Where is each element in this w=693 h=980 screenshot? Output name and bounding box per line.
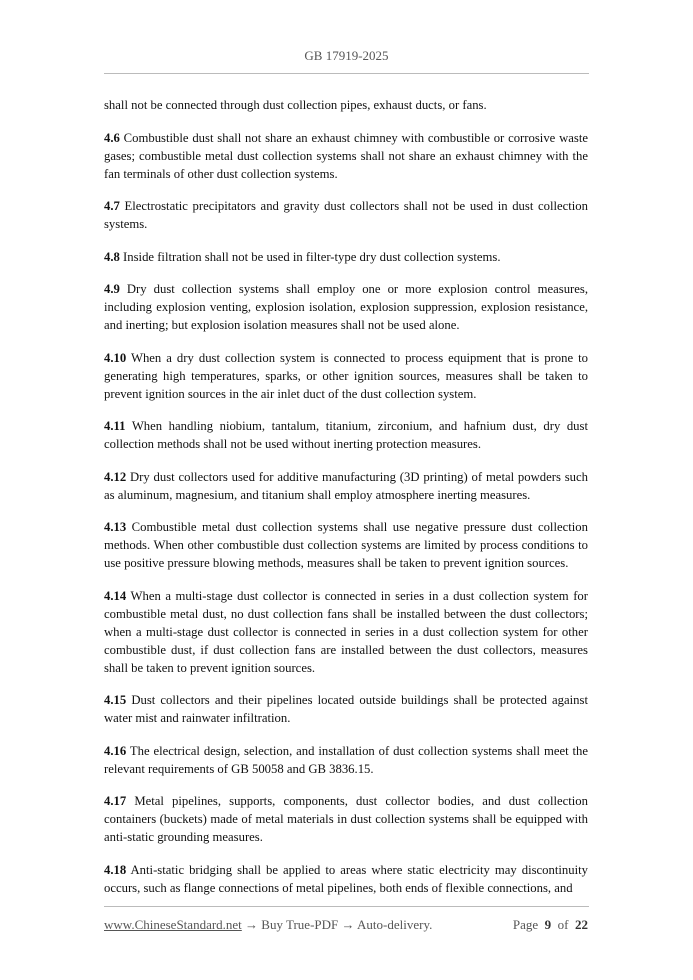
- clause-text: When a dry dust collection system is connected to process equipment that is prone to generating high temperatures, sparks, or other ignition sources, measures shall be taken to prevent ignition sources in the air inlet duct of the dust collection system.: [104, 350, 588, 401]
- footer-promo: [104, 917, 432, 933]
- clause-number: 4.11: [104, 419, 126, 433]
- clause-paragraph: [104, 248, 588, 266]
- clause-text: The electrical design, selection, and installation of dust collection systems shall meet the relevant requirements of GB 50058 and GB 3836.15.: [104, 743, 588, 776]
- footer-divider: [104, 906, 589, 907]
- clause-number: 4.8: [104, 249, 120, 264]
- clause-paragraph: [104, 587, 588, 677]
- website-link[interactable]: www.ChineseStandard.net: [104, 917, 242, 932]
- clause-number: 4.15: [104, 693, 127, 707]
- clause-paragraph: [104, 518, 588, 572]
- clause-number: 4.17: [104, 794, 127, 808]
- clause-number: 4.6: [104, 130, 120, 145]
- header-divider: [104, 73, 589, 74]
- clause-text: Dry dust collection systems shall employ one or more explosion control measures, including explosion venting, explosion isolation, explosion suppression, explosion resistance, and inerting; but explosion isolation measures shall not be used alone.: [104, 282, 588, 332]
- clause-number: 4.12: [104, 469, 127, 484]
- clause-number: 4.13: [104, 520, 127, 534]
- clause-text: When handling niobium, tantalum, titanium, zirconium, and hafnium dust, dry dust collection methods shall not be used without inerting protection measures.: [104, 419, 588, 451]
- page-footer: [104, 917, 588, 933]
- current-page: 9: [544, 917, 552, 932]
- clause-text: Inside filtration shall not be used in filter-type dry dust collection systems.: [119, 249, 501, 264]
- clause-paragraph: [104, 742, 588, 778]
- clause-paragraph: [104, 349, 588, 403]
- clause-number: 4.9: [104, 282, 120, 296]
- clause-paragraph: [104, 691, 588, 727]
- total-pages: 22: [575, 917, 588, 932]
- clause-text: shall not be connected through dust collection pipes, exhaust ducts, or fans.: [104, 98, 487, 112]
- clause-paragraph: [104, 861, 588, 897]
- page-number: Page 9 of 22: [512, 917, 588, 932]
- clause-number: 4.16: [104, 743, 127, 758]
- clause-text: Anti-static bridging shall be applied to areas where static electricity may discontinuity occurs, such as flange connections of metal pipelines, both ends of flexible connections, and: [104, 862, 588, 895]
- clause-text: Dry dust collectors used for additive manufacturing (3D printing) of metal powders such as aluminum, magnesium, and titanium shall employ atmosphere inerting measures.: [104, 469, 588, 502]
- clause-text: Electrostatic precipitators and gravity dust collectors shall not be used in dust collection systems.: [104, 199, 588, 231]
- clause-paragraph: [104, 96, 588, 114]
- clause-number: 4.18: [104, 862, 127, 877]
- clause-paragraph: [104, 197, 588, 233]
- clause-paragraph: [104, 129, 588, 183]
- clause-text: Combustible metal dust collection systems shall use negative pressure dust collection methods. When other combustible dust collection systems are limited by process conditions to use positive pressure blowing methods, measures shall be taken to prevent ignition sources.: [104, 520, 588, 570]
- clause-text: Dust collectors and their pipelines located outside buildings shall be protected against water mist and rainwater infiltration.: [104, 693, 588, 725]
- clause-text: When a multi-stage dust collector is connected in series in a dust collection system for combustible metal dust, no dust collection fans shall be installed between the dust collectors; when a multi-stage dust collector is connected in series in a dust collection system for other combustible dust, if dust collection fans are installed between the dust collectors, measures shall be taken to prevent ignition sources.: [104, 588, 588, 675]
- clause-paragraph: [104, 792, 588, 846]
- running-header: GB 17919-2025: [304, 48, 389, 63]
- clause-text: Combustible dust shall not share an exhaust chimney with combustible or corrosive waste gases; combustible metal dust collection systems shall not share an exhaust chimney with the fan terminals of other dust collection systems.: [104, 130, 588, 181]
- footer-tagline: → Buy True-PDF → Auto-delivery.: [241, 917, 433, 932]
- clause-paragraph: [104, 417, 588, 453]
- clause-paragraph: [104, 468, 588, 504]
- clause-number: 4.7: [104, 199, 120, 213]
- clause-number: 4.10: [104, 350, 127, 365]
- clause-text: Metal pipelines, supports, components, dust collector bodies, and dust collection containers (buckets) made of metal materials in dust collection systems shall be equipped with anti-static grounding measures.: [104, 794, 588, 844]
- clause-number: 4.14: [104, 588, 127, 603]
- document-body: [104, 96, 588, 911]
- clause-paragraph: [104, 280, 588, 334]
